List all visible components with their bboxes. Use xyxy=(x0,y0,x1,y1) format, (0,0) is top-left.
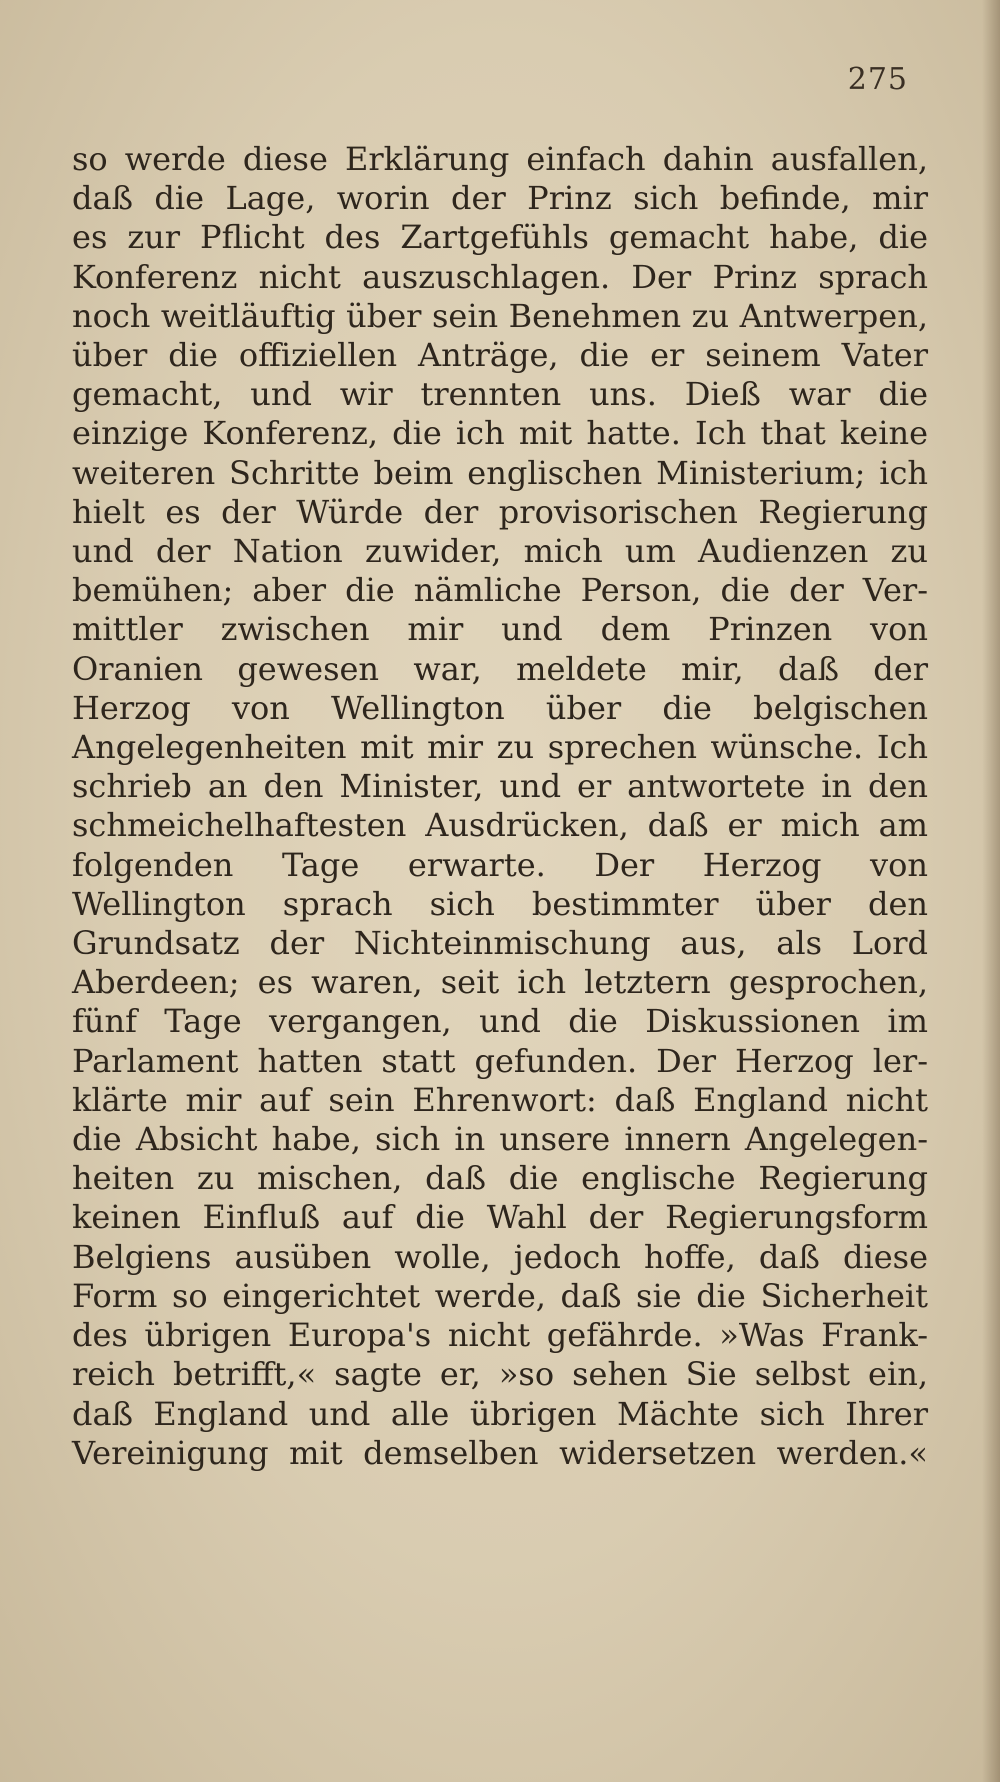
text-line: schrieb an den Minister, und er antwortete in den xyxy=(72,767,928,806)
text-line: Herzog von Wellington über die belgischen xyxy=(72,688,928,727)
text-line: noch weitläuftig über sein Benehmen zu Antwerpen, xyxy=(72,296,928,335)
text-line: so werde diese Erklärung einfach dahin ausfallen, xyxy=(72,140,928,178)
text-line: Aberdeen; es waren, seit ich letztern gesprochen, xyxy=(72,963,928,1002)
text-line: des übrigen Europa's nicht gefährde. »Was Frank- xyxy=(72,1316,928,1355)
text-line: die Absicht habe, sich in unsere innern Angelegen- xyxy=(72,1120,928,1159)
body-text xyxy=(72,140,928,1473)
page-number: 275 xyxy=(847,62,908,97)
text-line: gemacht, und wir trennten uns. Dieß war die xyxy=(72,375,928,414)
text-line: daß England und alle übrigen Mächte sich Ihrer xyxy=(72,1394,928,1433)
text-line: Belgiens ausüben wolle, jedoch hoffe, daß diese xyxy=(72,1237,928,1276)
text-line: schmeichelhaftesten Ausdrücken, daß er mich am xyxy=(72,806,928,845)
text-line: hielt es der Würde der provisorischen Regierung xyxy=(72,492,928,531)
text-line: keinen Einfluß auf die Wahl der Regierungsform xyxy=(72,1198,928,1237)
text-line: Grundsatz der Nichteinmischung aus, als Lord xyxy=(72,924,928,963)
text-line: Parlament hatten statt gefunden. Der Herzog ler- xyxy=(72,1041,928,1080)
text-line: weiteren Schritte beim englischen Ministerium; ich xyxy=(72,453,928,492)
text-line: einzige Konferenz, die ich mit hatte. Ich that keine xyxy=(72,414,928,453)
text-line: Wellington sprach sich bestimmter über den xyxy=(72,884,928,923)
text-line: fünf Tage vergangen, und die Diskussionen im xyxy=(72,1002,928,1041)
text-line: heiten zu mischen, daß die englische Regierung xyxy=(72,1159,928,1198)
text-line: und der Nation zuwider, mich um Audienzen zu xyxy=(72,532,928,571)
text-line: folgenden Tage erwarte. Der Herzog von xyxy=(72,845,928,884)
text-line: daß die Lage, worin der Prinz sich befinde, mir xyxy=(72,179,928,218)
text-line: Konferenz nicht auszuschlagen. Der Prinz sprach xyxy=(72,257,928,296)
text-line: es zur Pflicht des Zartgefühls gemacht habe, die xyxy=(72,218,928,257)
text-line: über die offiziellen Anträge, die er seinem Vater xyxy=(72,336,928,375)
text-line: Angelegenheiten mit mir zu sprechen wünsche. Ich xyxy=(72,728,928,767)
text-line: klärte mir auf sein Ehrenwort: daß England nicht xyxy=(72,1080,928,1119)
text-line: mittler zwischen mir und dem Prinzen von xyxy=(72,610,928,649)
text-line: reich betrifft,« sagte er, »so sehen Sie selbst ein, xyxy=(72,1355,928,1394)
text-line: Oranien gewesen war, meldete mir, daß der xyxy=(72,649,928,688)
text-line: Form so eingerichtet werde, daß sie die Sicherheit xyxy=(72,1276,928,1315)
text-line: Vereinigung mit demselben widersetzen werden.« xyxy=(72,1433,928,1472)
text-line: bemühen; aber die nämliche Person, die der Ver- xyxy=(72,571,928,610)
